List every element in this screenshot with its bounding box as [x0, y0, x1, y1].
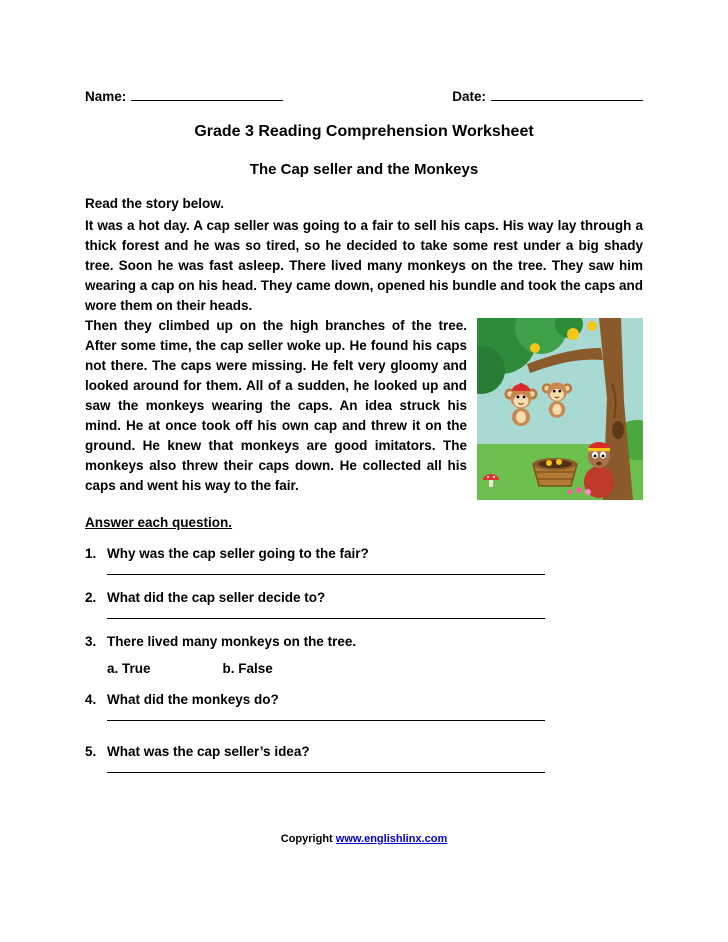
question-3-text: There lived many monkeys on the tree. [107, 634, 357, 649]
question-1 [85, 545, 643, 562]
date-blank[interactable] [491, 88, 643, 101]
answer-line-1[interactable] [107, 574, 545, 575]
question-4-text: What did the monkeys do? [107, 692, 279, 707]
option-false[interactable]: b. False [222, 661, 273, 676]
story-instruction: Read the story below. [85, 196, 225, 211]
story-illustration [477, 318, 643, 500]
questions-heading: Answer each question. [85, 515, 233, 530]
question-3-options [107, 660, 643, 677]
question-4-number: 4. [85, 692, 97, 707]
copyright-label: Copyright [280, 833, 333, 845]
question-5-number: 5. [85, 744, 97, 759]
basket [533, 458, 577, 486]
question-2 [85, 589, 643, 606]
englishlinx-link[interactable]: www.englishlinx.com [335, 833, 448, 845]
question-2-number: 2. [85, 590, 97, 605]
question-2-text: What did the cap seller decide to? [107, 590, 326, 605]
page-title: Grade 3 Reading Comprehension Worksheet [194, 123, 534, 140]
date-label: Date: [452, 89, 486, 104]
cap-seller-monkeys-image [477, 318, 643, 500]
question-4 [85, 691, 643, 708]
answer-line-5[interactable] [107, 772, 545, 773]
question-3 [85, 633, 643, 650]
question-1-number: 1. [85, 546, 97, 561]
story-title: The Cap seller and the Monkeys [249, 161, 479, 178]
answer-line-2[interactable] [107, 618, 545, 619]
story-paragraph-2-block [85, 316, 643, 496]
story-paragraph-2: Then they climbed up on the high branches of the tree. After some time, the cap seller woke up. He found his caps not there. The caps were missing. He felt very gloomy and looked around for them. All of a sudden, he looked up and saw the monkeys wearing the caps. An idea struck his mind. He at once took off his own cap and threw it on the ground. He knew that monkeys are good imitators. The monkeys also threw their caps down. He collected all his caps and went his way to the fair. [85, 318, 467, 493]
name-label: Name: [85, 89, 127, 104]
name-date-row [85, 88, 643, 104]
answer-line-4[interactable] [107, 720, 545, 721]
question-5 [85, 743, 643, 760]
name-blank[interactable] [131, 88, 283, 101]
question-1-text: Why was the cap seller going to the fair? [107, 546, 369, 561]
question-3-number: 3. [85, 634, 97, 649]
name-field [85, 88, 283, 104]
option-true[interactable]: a. True [107, 661, 151, 676]
date-field [452, 88, 643, 104]
story-paragraph-1: It was a hot day. A cap seller was going to a fair to sell his caps. His way lay through a thick forest and he was so tired, so he decided to take some rest under a big shady tree. Soon he was fast asleep. There lived many monkeys on the tree. They saw him wearing a cap on his head. They came down, opened his bundle and took the caps and wore them on their heads. [85, 218, 643, 313]
footer [0, 832, 728, 846]
question-5-text: What was the cap seller’s idea? [107, 744, 310, 759]
